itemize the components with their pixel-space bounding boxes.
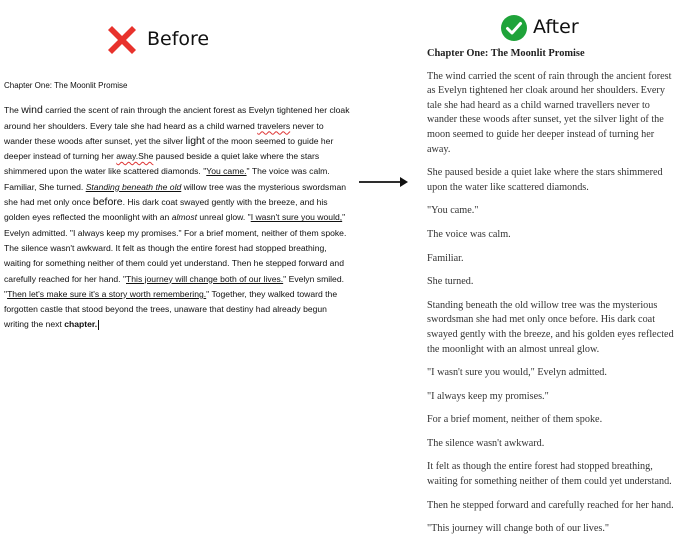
after-paragraph: She turned. (427, 276, 474, 288)
before-label: Before (147, 28, 210, 50)
after-paragraph: "I wasn't sure you would," Evelyn admitted. (427, 367, 607, 379)
before-title: Chapter One: The Moonlit Promise (4, 81, 128, 90)
after-title: Chapter One: The Moonlit Promise (427, 48, 585, 59)
after-paragraph: The wind carried the scent of rain through the ancient forest as Evelyn tightened her cloak around her shoulders. Every tale she had heard as a child warned travellers never to wander these woods after sunset, yet the silver light of the moon seemed to guide her deeper instead of turning her away. (427, 70, 672, 155)
before-paragraph: The wind carried the scent of rain through the ancient forest as Evelyn tightened her cloak around her shoulders. Every tale she had heard as a child warned travelers never to wander these woods after sunset, yet the silver light of the moon seemed to guide her deeper instead of turning her away.She paused beside a quiet lake where the stars shimmered upon the water like scattered diamonds. "You came." The voice was calm. Familiar, She turned. Standing beneath the old willow tree was the mysterious swordsman she had met only once before. His dark coat swayed gently with the breeze, and his golden eyes reflected the moonlight with an almost unreal glow. "I wasn't sure you would," Evelyn admitted. "I always keep my promises." For a brief moment, neither of them spoke. The silence wasn't awkward. It felt as though the entire forest had stopped breathing, waiting for something neither of them could yet understand. Then he stepped forward and carefully reached for her hand. "This journey will change both of our lives." Evelyn smiled. "Then let's make sure it's a story worth remembering." Together, they walked toward the forgotten castle that stood beyond the trees, unaware that destiny had already begun writing the next chapter. (4, 104, 350, 330)
after-paragraph: Familiar. (427, 252, 464, 264)
green-check-icon (500, 14, 528, 42)
after-paragraph: For a brief moment, neither of them spoke. (427, 414, 603, 426)
after-paragraph: "You came." (427, 205, 479, 217)
after-document (427, 47, 677, 546)
text-cursor (98, 320, 99, 330)
after-paragraph: Standing beneath the old willow tree was the mysterious swordsman she had met only once before. His dark coat swayed gently with the breeze, and his golden eyes reflected the moonlight with an almost unreal glow. (427, 299, 674, 355)
spelling-flag: travelers (257, 120, 291, 131)
right-arrow-icon (358, 175, 410, 189)
after-paragraph: The silence wasn't awkward. (427, 437, 545, 449)
after-paragraph: She paused beside a quiet lake where the stars shimmered upon the water like scattered diamonds. (427, 167, 663, 193)
before-document (4, 78, 352, 333)
after-paragraph: It felt as though the entire forest had stopped breathing, waiting for something neither of them could yet understand. (427, 461, 672, 488)
after-paragraph: Then he stepped forward and carefully reached for her hand. (427, 499, 674, 511)
after-paragraph: "This journey will change both of our lives." (427, 523, 610, 535)
spelling-flag: away.She (116, 151, 154, 162)
after-paragraph: "I always keep my promises." (427, 390, 549, 402)
red-x-icon (104, 22, 140, 58)
after-paragraph: The voice was calm. (427, 228, 511, 240)
after-label: After (533, 16, 579, 38)
